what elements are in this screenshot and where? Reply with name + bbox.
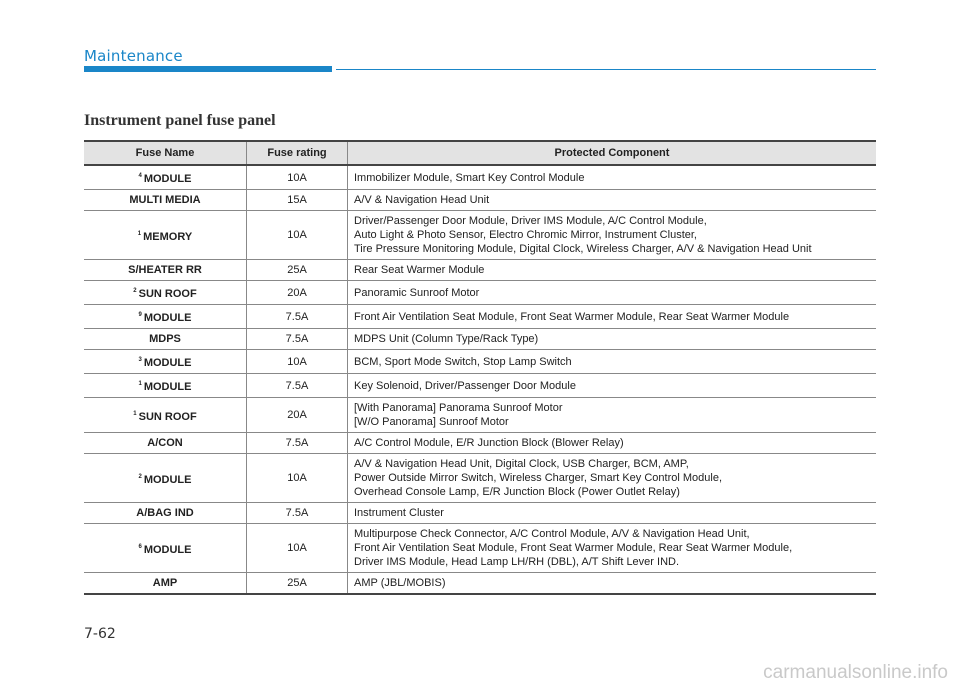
protected-component-line: MDPS Unit (Column Type/Rack Type) bbox=[354, 333, 539, 345]
protected-component-cell bbox=[348, 211, 877, 260]
page-number: 7-62 bbox=[84, 626, 116, 642]
fuse-rating-cell: 25A bbox=[247, 260, 348, 281]
table-body bbox=[84, 165, 876, 594]
table-header-row bbox=[84, 141, 876, 165]
fuse-name-cell bbox=[84, 281, 247, 305]
protected-component-cell bbox=[348, 350, 877, 374]
fuse-rating-cell: 10A bbox=[247, 454, 348, 503]
fuse-name-superscript: 6 bbox=[138, 543, 142, 550]
fuse-name-superscript: 2 bbox=[138, 473, 142, 480]
fuse-rating-cell: 15A bbox=[247, 190, 348, 211]
fuse-name-cell bbox=[84, 260, 247, 281]
table-row bbox=[84, 433, 876, 454]
fuse-name-superscript: 1 bbox=[133, 410, 137, 417]
protected-component-cell bbox=[348, 454, 877, 503]
fuse-rating-cell: 10A bbox=[247, 350, 348, 374]
protected-component-cell bbox=[348, 281, 877, 305]
fuse-name: MULTI MEDIA bbox=[129, 194, 201, 206]
table-row bbox=[84, 305, 876, 329]
fuse-name-cell bbox=[84, 211, 247, 260]
table-row bbox=[84, 281, 876, 305]
protected-component-line: A/C Control Module, E/R Junction Block (Blower Relay) bbox=[354, 437, 624, 449]
protected-component-line: Front Air Ventilation Seat Module, Front Seat Warmer Module, Rear Seat Warmer Module, bbox=[354, 542, 793, 554]
fuse-name-cell bbox=[84, 454, 247, 503]
watermark: carmanualsonline.info bbox=[763, 662, 948, 683]
fuse-rating-cell: 25A bbox=[247, 573, 348, 595]
protected-component-cell bbox=[348, 433, 877, 454]
fuse-name: MODULE bbox=[143, 473, 192, 486]
protected-component-line: A/V & Navigation Head Unit, Digital Clock, USB Charger, BCM, AMP, bbox=[354, 458, 689, 470]
protected-component-cell bbox=[348, 329, 877, 350]
protected-component-line: BCM, Sport Mode Switch, Stop Lamp Switch bbox=[354, 355, 572, 368]
table-row bbox=[84, 350, 876, 374]
protected-component-cell bbox=[348, 260, 877, 281]
header-rule-thin bbox=[336, 69, 876, 70]
protected-component-cell bbox=[348, 524, 877, 573]
fuse-rating-cell: 7.5A bbox=[247, 305, 348, 329]
fuse-name: A/CON bbox=[147, 437, 183, 449]
page-heading: Instrument panel fuse panel bbox=[84, 112, 276, 129]
fuse-name-cell bbox=[84, 524, 247, 573]
table-row bbox=[84, 374, 876, 398]
protected-component-cell bbox=[348, 374, 877, 398]
column-header-fuse-rating: Fuse rating bbox=[247, 141, 348, 165]
header-rule-thick bbox=[84, 66, 332, 72]
fuse-name: A/BAG IND bbox=[136, 507, 194, 519]
table-row bbox=[84, 165, 876, 190]
protected-component-line: A/V & Navigation Head Unit bbox=[354, 194, 490, 206]
fuse-table bbox=[84, 140, 876, 595]
fuse-name-superscript: 3 bbox=[138, 357, 142, 363]
fuse-name: MODULE bbox=[143, 173, 192, 185]
fuse-name-superscript: 2 bbox=[133, 288, 137, 294]
protected-component-line: Power Outside Mirror Switch, Wireless Charger, Smart Key Control Module, bbox=[354, 472, 723, 484]
fuse-rating-cell: 7.5A bbox=[247, 503, 348, 524]
fuse-rating-cell: 10A bbox=[247, 211, 348, 260]
fuse-name-cell bbox=[84, 374, 247, 398]
fuse-name-cell bbox=[84, 190, 247, 211]
protected-component-line: Auto Light & Photo Sensor, Electro Chromic Mirror, Instrument Cluster, bbox=[354, 229, 697, 241]
fuse-rating-cell: 10A bbox=[247, 165, 348, 190]
table-row bbox=[84, 260, 876, 281]
protected-component-line: [With Panorama] Panorama Sunroof Motor bbox=[354, 402, 563, 414]
protected-component-cell bbox=[348, 305, 877, 329]
fuse-name: MEMORY bbox=[143, 230, 193, 243]
fuse-name-superscript: 4 bbox=[138, 173, 142, 179]
section-title: Maintenance bbox=[84, 47, 183, 65]
fuse-name: SUN ROOF bbox=[138, 288, 197, 300]
fuse-rating-cell: 7.5A bbox=[247, 374, 348, 398]
table-row bbox=[84, 398, 876, 433]
fuse-name-cell bbox=[84, 503, 247, 524]
fuse-rating-cell: 20A bbox=[247, 281, 348, 305]
fuse-name: AMP bbox=[152, 577, 178, 589]
column-header-fuse-name: Fuse Name bbox=[84, 141, 247, 165]
fuse-name: MODULE bbox=[143, 357, 192, 369]
protected-component-line: [W/O Panorama] Sunroof Motor bbox=[354, 416, 509, 428]
protected-component-line: Panoramic Sunroof Motor bbox=[354, 286, 480, 299]
protected-component-line: Instrument Cluster bbox=[354, 507, 444, 519]
table-row bbox=[84, 454, 876, 503]
fuse-name-cell bbox=[84, 305, 247, 329]
protected-component-line: Immobilizer Module, Smart Key Control Module bbox=[354, 171, 585, 184]
fuse-name-superscript: 1 bbox=[138, 381, 142, 387]
protected-component-line: Rear Seat Warmer Module bbox=[354, 264, 485, 276]
protected-component-cell bbox=[348, 190, 877, 211]
fuse-rating-cell: 7.5A bbox=[247, 329, 348, 350]
fuse-name: S/HEATER RR bbox=[128, 264, 202, 276]
fuse-name-cell bbox=[84, 573, 247, 595]
protected-component-line: Driver IMS Module, Head Lamp LH/RH (DBL), A/T Shift Lever IND. bbox=[354, 556, 680, 568]
fuse-name-cell bbox=[84, 398, 247, 433]
fuse-name-cell bbox=[84, 165, 247, 190]
table-row bbox=[84, 329, 876, 350]
protected-component-line: Multipurpose Check Connector, A/C Control Module, A/V & Navigation Head Unit, bbox=[354, 528, 750, 540]
protected-component-cell bbox=[348, 165, 877, 190]
fuse-name: MODULE bbox=[143, 381, 192, 393]
protected-component-cell bbox=[348, 398, 877, 433]
fuse-name-superscript: 1 bbox=[137, 230, 142, 237]
fuse-name: MODULE bbox=[143, 312, 192, 324]
fuse-name: SUN ROOF bbox=[138, 410, 197, 423]
table-row bbox=[84, 524, 876, 573]
table-row bbox=[84, 211, 876, 260]
protected-component-line: Overhead Console Lamp, E/R Junction Block (Power Outlet Relay) bbox=[354, 486, 680, 498]
protected-component-line: Tire Pressure Monitoring Module, Digital Clock, Wireless Charger, A/V & Navigation Head Unit bbox=[354, 243, 812, 255]
protected-component-line: Front Air Ventilation Seat Module, Front Seat Warmer Module, Rear Seat Warmer Module bbox=[354, 310, 790, 323]
fuse-name: MDPS bbox=[149, 333, 181, 345]
fuse-name-superscript: 9 bbox=[138, 312, 142, 318]
fuse-name: MODULE bbox=[143, 543, 192, 556]
table-row bbox=[84, 573, 876, 595]
fuse-rating-cell: 10A bbox=[247, 524, 348, 573]
table-row bbox=[84, 503, 876, 524]
protected-component-line: AMP (JBL/MOBIS) bbox=[354, 577, 446, 589]
protected-component-line: Key Solenoid, Driver/Passenger Door Module bbox=[354, 379, 576, 392]
fuse-rating-cell: 20A bbox=[247, 398, 348, 433]
protected-component-cell bbox=[348, 573, 877, 595]
column-header-protected-component: Protected Component bbox=[348, 141, 877, 165]
table-row bbox=[84, 190, 876, 211]
protected-component-cell bbox=[348, 503, 877, 524]
protected-component-line: Driver/Passenger Door Module, Driver IMS Module, A/C Control Module, bbox=[354, 215, 707, 227]
fuse-name-cell bbox=[84, 350, 247, 374]
fuse-rating-cell: 7.5A bbox=[247, 433, 348, 454]
fuse-name-cell bbox=[84, 433, 247, 454]
fuse-name-cell bbox=[84, 329, 247, 350]
